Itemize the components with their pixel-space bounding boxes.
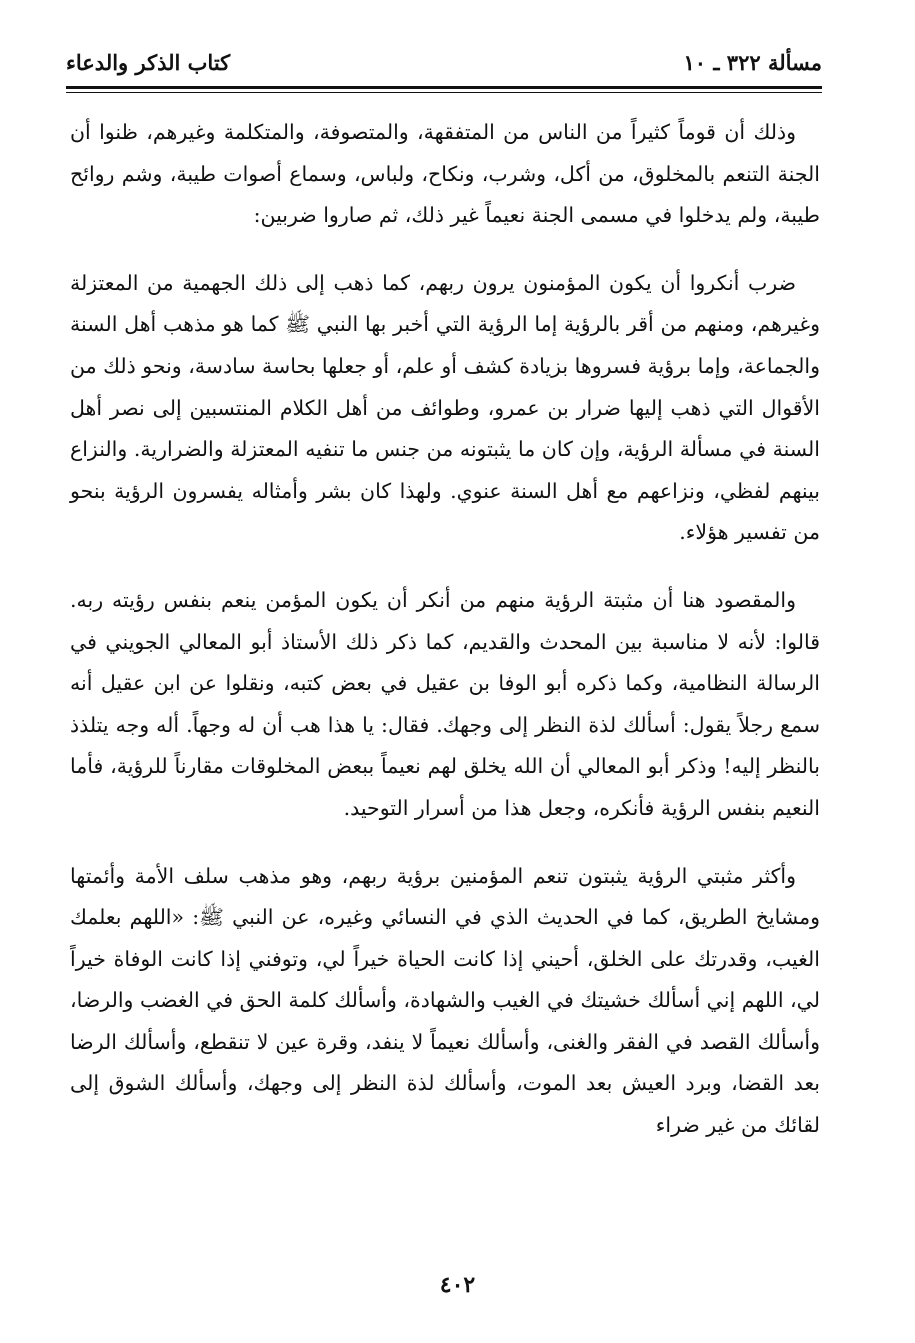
page-number: ٤٠٢ <box>439 1272 476 1298</box>
body-text <box>70 112 820 1173</box>
running-header <box>66 46 822 86</box>
header-rule-thick <box>66 86 822 89</box>
issue-label: مسألة ٣٢٢ ـ ١٠ <box>683 50 822 75</box>
paragraph: ضرب أنكروا أن يكون المؤمنون يرون ربهم، كما ذهب إلى ذلك الجهمية من المعتزلة وغيرهم، ومنهم من أقر بالرؤية إما الرؤية التي أخبر بها النبي ﷺ كما هو مذهب أهل السنة والجماعة، وإما برؤية فسروها بزيادة كشف أو علم، أو جعلها بحاسة سادسة، ونحو ذلك من الأقوال التي ذهب إليها ضرار بن عمرو، وطوائف من أهل الكلام المنتسبين إلى نصر أهل السنة في مسألة الرؤية، وإن كان ما يثبتونه من جنس ما تنفيه المعتزلة والضرارية. والنزاع بينهم لفظي، ونزاعهم مع أهل السنة عنوي. ولهذا كان بشر وأمثاله يفسرون الرؤية بنحو من تفسير هؤلاء. <box>69 270 820 545</box>
paragraph: وأكثر مثبتي الرؤية يثبتون تنعم المؤمنين برؤية ربهم، وهو مذهب سلف الأمة وأئمتها ومشايخ الطريق، كما في الحديث الذي في النسائي وغيره، عن النبي ﷺ: «اللهم بعلمك الغيب، وقدرتك على الخلق، أحيني إذا كانت الحياة خيراً لي، وتوفني إذا كانت الوفاة خيراً لي، اللهم إني أسألك خشيتك في الغيب والشهادة، وأسألك كلمة الحق في الغضب والرضا، وأسألك القصد في الفقر والغنى، وأسألك نعيماً لا ينفد، وقرة عين لا تنقطع، وأسألك الرضا بعد القضا، وبرد العيش بعد الموت، وأسألك لذة النظر إلى وجهك، وأسألك الشوق إلى لقائك من غير ضراء <box>70 863 820 1138</box>
book-title: كتاب الذكر والدعاء <box>66 50 231 75</box>
header-rule-thin <box>66 92 822 93</box>
paragraph: وذلك أن قوماً كثيراً من الناس من المتفقهة، والمتصوفة، والمتكلمة وغيرهم، ظنوا أن الجنة التنعم بالمخلوق، من أكل، وشرب، ونكاح، ولباس، وسماع أصوات طيبة، وشم روائح طيبة، ولم يدخلوا في مسمى الجنة نعيماً غير ذلك، ثم صاروا ضربين: <box>70 120 820 228</box>
paragraph: والمقصود هنا أن مثبتة الرؤية منهم من أنكر أن يكون المؤمن ينعم بنفس رؤيته ربه. قالوا: لأنه لا مناسبة بين المحدث والقديم، كما ذكر ذلك الأستاذ أبو المعالي الجويني في الرسالة النظامية، وكما ذكره أبو الوفا بن عقيل في بعض كتبه، ونقلوا عن ابن عقيل أنه سمع رجلاً يقول: أسألك لذة النظر إلى وجهك. فقال: يا هذا هب أن له وجهاً. أله وجه يتلذذ بالنظر إليه! وذكر أبو المعالي أن الله يخلق لهم نعيماً ببعض المخلوقات مقارناً للرؤية، فأما النعيم بنفس الرؤية فأنكره، وجعل هذا من أسرار التوحيد. <box>70 587 820 820</box>
